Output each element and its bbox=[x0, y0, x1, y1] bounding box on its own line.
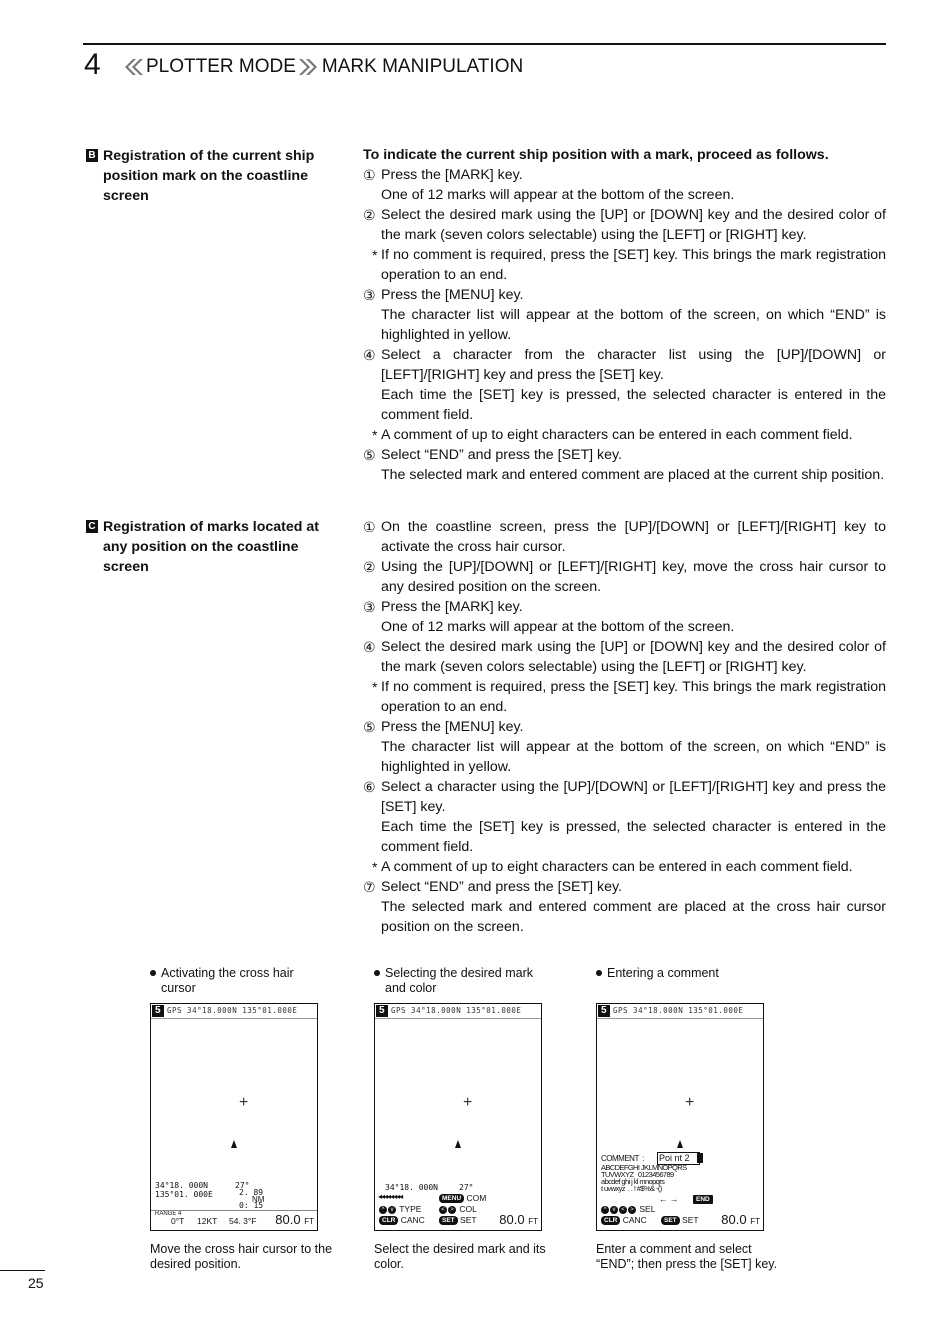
step-text: The character list will appear at the bottom of the screen, on which “END” is highlighted in yellow. bbox=[381, 307, 886, 343]
plotter-screen bbox=[150, 1003, 318, 1231]
section-c-badge: C bbox=[86, 520, 98, 533]
panel-select-mark bbox=[374, 966, 554, 1271]
color-key-row: < > COL bbox=[439, 1204, 477, 1214]
up-arrow-icon: ^ bbox=[601, 1206, 609, 1214]
cursor-arrows[interactable]: ← → bbox=[659, 1194, 679, 1204]
menu-key[interactable]: MENU bbox=[439, 1194, 464, 1203]
cursor-bearing: 27° bbox=[235, 1181, 250, 1190]
panel-note: Select the desired mark and its color. bbox=[374, 1242, 546, 1271]
cursor-distance: 2. 89 bbox=[239, 1188, 264, 1197]
step-text: Select “END” and press the [SET] key. bbox=[381, 447, 623, 463]
step-text: The character list will appear at the bottom of the screen, on which “END” is highlighted in yellow. bbox=[381, 739, 886, 775]
charset-row-2[interactable]: TUVWXYZ 0123456789 bbox=[601, 1170, 674, 1179]
step-text: If no comment is required, press the [SET] key. This brings the mark registration operation to an end. bbox=[381, 247, 886, 283]
charset-row-4[interactable]: t uvwxyz . . ! #$%& -() bbox=[601, 1184, 662, 1193]
section-b-heading bbox=[86, 146, 331, 206]
step-number: ⑦ bbox=[363, 879, 376, 895]
section-b-step-line bbox=[363, 465, 886, 485]
depth-readout: 80.0 FT bbox=[275, 1212, 314, 1227]
step-text: Using the [UP]/[DOWN] or [LEFT]/[RIGHT] key, move the cross hair cursor to any desired position on the screen. bbox=[381, 559, 886, 595]
screen-tag: 5 bbox=[376, 1005, 388, 1017]
section-c-step-line bbox=[363, 857, 886, 877]
step-number: ④ bbox=[363, 639, 376, 655]
step-number: ④ bbox=[363, 347, 376, 363]
range-label: RANGE 4 bbox=[155, 1211, 182, 1217]
gps-header: 5 GPS 34°18.000N 135°01.000E bbox=[375, 1004, 541, 1019]
end-key-row bbox=[693, 1194, 713, 1204]
set-key-row: SET SET bbox=[661, 1215, 699, 1225]
ship-icon bbox=[677, 1140, 683, 1148]
step-text: Each time the [SET] key is pressed, the selected character is entered in the comment field. bbox=[381, 819, 886, 855]
charset-row-3[interactable]: abcdef ghi j kl mnopqrs bbox=[601, 1177, 665, 1186]
temperature-readout: 54. 3°F bbox=[229, 1216, 257, 1226]
section-c-step-line bbox=[363, 517, 886, 557]
cross-hair-cursor-icon: + bbox=[685, 1094, 695, 1111]
bullet-icon bbox=[150, 970, 156, 976]
step-text: Press the [MENU] key. bbox=[381, 287, 524, 303]
section-b-step-line bbox=[363, 345, 886, 385]
step-text: If no comment is required, press the [SET] key. This brings the mark registration operation to an end. bbox=[381, 679, 886, 715]
section-c-step-line bbox=[363, 897, 886, 937]
step-number: * bbox=[372, 247, 378, 263]
double-chevron-right-icon bbox=[298, 57, 320, 77]
mode-label: PLOTTER MODE bbox=[146, 56, 296, 77]
step-text: Select the desired mark using the [UP] or [DOWN] key and the desired color of the mark (seven colors selectable) using the [LEFT] or [RIGHT] key. bbox=[381, 207, 886, 243]
distance-unit: NM bbox=[252, 1195, 265, 1204]
panel-caption: Entering a comment bbox=[596, 966, 776, 981]
section-b-step-line bbox=[363, 285, 886, 305]
clr-key[interactable]: CLR bbox=[601, 1216, 620, 1225]
step-number: ③ bbox=[363, 599, 376, 615]
cursor-time: 0: 15 bbox=[239, 1201, 264, 1210]
section-b-step-line bbox=[363, 445, 886, 465]
footer-divider bbox=[151, 1210, 317, 1211]
section-c-step-line bbox=[363, 597, 886, 617]
section-b-step-line bbox=[363, 205, 886, 245]
comment-label: COMMENT : bbox=[601, 1154, 644, 1163]
clr-key[interactable]: CLR bbox=[379, 1216, 398, 1225]
double-chevron-left-icon bbox=[122, 57, 144, 77]
set-key-row: SET SET bbox=[439, 1215, 477, 1225]
step-text: The selected mark and entered comment are placed at the current ship position. bbox=[381, 467, 885, 483]
cursor-position: 34°18. 000N bbox=[385, 1183, 438, 1192]
section-c-step-line bbox=[363, 617, 886, 637]
step-text: Select the desired mark using the [UP] or [DOWN] key and the desired color of the mark (seven colors selectable) using the [LEFT] or [RIGHT] key. bbox=[381, 639, 886, 675]
left-arrow-icon: < bbox=[439, 1206, 447, 1214]
step-number: ① bbox=[363, 519, 376, 535]
step-text: On the coastline screen, press the [UP]/[DOWN] or [LEFT]/[RIGHT] key to activate the cross hair cursor. bbox=[381, 519, 886, 555]
section-c-step-line bbox=[363, 637, 886, 677]
screen-tag: 5 bbox=[598, 1005, 610, 1017]
step-text: One of 12 marks will appear at the bottom of the screen. bbox=[381, 619, 735, 635]
end-key[interactable]: END bbox=[693, 1195, 713, 1204]
comment-field[interactable]: Poi nt 2 bbox=[657, 1152, 700, 1165]
step-number: * bbox=[372, 427, 378, 443]
step-text: A comment of up to eight characters can be entered in each comment field. bbox=[381, 859, 853, 875]
step-number: ⑥ bbox=[363, 779, 376, 795]
section-c-heading-text: Registration of marks located at any position on the coastline screen bbox=[103, 519, 320, 575]
clear-key-row: CLR CANC bbox=[379, 1215, 425, 1225]
cross-hair-cursor-icon: + bbox=[239, 1094, 249, 1111]
ship-icon bbox=[455, 1140, 461, 1148]
section-b-step-line bbox=[363, 245, 886, 285]
cursor-bearing: 27° bbox=[459, 1183, 474, 1192]
bullet-icon bbox=[374, 970, 380, 976]
text-cursor-icon bbox=[697, 1153, 703, 1163]
section-c-step-line bbox=[363, 717, 886, 737]
panel-enter-comment bbox=[596, 966, 778, 1271]
section-c-step-line bbox=[363, 777, 886, 817]
select-key-row: ^ v < > SEL bbox=[601, 1204, 655, 1214]
type-key-row: ^ v TYPE bbox=[379, 1204, 421, 1214]
plotter-screen bbox=[596, 1003, 764, 1231]
plotter-screen bbox=[374, 1003, 542, 1231]
section-b-badge: B bbox=[86, 149, 98, 162]
gps-header: 5 GPS 34°18.000N 135°01.000E bbox=[151, 1004, 317, 1019]
page-number-rule bbox=[0, 1270, 45, 1271]
section-c-heading bbox=[86, 517, 331, 577]
ship-icon bbox=[231, 1140, 237, 1148]
step-number: * bbox=[372, 859, 378, 875]
section-label: MARK MANIPULATION bbox=[321, 56, 524, 77]
section-b-step-line bbox=[363, 305, 886, 345]
gps-header: 5 GPS 34°18.000N 135°01.000E bbox=[597, 1004, 763, 1019]
step-text: Select a character from the character list using the [UP]/[DOWN] or [LEFT]/[RIGHT] key and press the [SET] key. bbox=[381, 347, 886, 383]
step-text: Select “END” and press the [SET] key. bbox=[381, 879, 623, 895]
section-c-step-line bbox=[363, 557, 886, 597]
section-b-body bbox=[363, 145, 886, 485]
section-c-step-line bbox=[363, 677, 886, 717]
cursor-position: 34°18. 000N 135°01. 000E bbox=[155, 1181, 213, 1199]
panel-cross-hair bbox=[150, 966, 333, 1271]
down-arrow-icon: v bbox=[388, 1206, 396, 1214]
section-b-step-line bbox=[363, 185, 886, 205]
step-text: One of 12 marks will appear at the bottom of the screen. bbox=[381, 187, 735, 203]
set-key[interactable]: SET bbox=[439, 1216, 458, 1225]
speed-readout: 12KT bbox=[197, 1216, 218, 1226]
chapter-number: 4 bbox=[84, 48, 101, 81]
step-text: Press the [MARK] key. bbox=[381, 599, 523, 615]
section-b-heading-text: Registration of the current ship position mark on the coastline screen bbox=[103, 148, 315, 204]
step-number: ③ bbox=[363, 287, 376, 303]
depth-readout: 80.0 FT bbox=[499, 1212, 538, 1227]
cross-hair-cursor-icon: + bbox=[463, 1094, 473, 1111]
clear-key-row: CLR CANC bbox=[601, 1215, 647, 1225]
panel-caption: Activating the cross hair cursor bbox=[150, 966, 330, 996]
panel-caption: Selecting the desired mark and color bbox=[374, 966, 554, 996]
page-number: 25 bbox=[28, 1275, 44, 1291]
section-c-step-line bbox=[363, 877, 886, 897]
set-key[interactable]: SET bbox=[661, 1216, 680, 1225]
right-arrow-icon: > bbox=[448, 1206, 456, 1214]
step-number: ② bbox=[363, 207, 376, 223]
step-text: The selected mark and entered comment are placed at the cross hair cursor position on the screen. bbox=[381, 899, 886, 935]
step-text: A comment of up to eight characters can be entered in each comment field. bbox=[381, 427, 853, 443]
charset-row-1[interactable]: ABCDEFGHI JKLMNOPQRS bbox=[601, 1163, 687, 1172]
section-b-step-line bbox=[363, 385, 886, 425]
step-number: ⑤ bbox=[363, 447, 376, 463]
section-c-step-line bbox=[363, 817, 886, 857]
step-number: ② bbox=[363, 559, 376, 575]
step-text: Each time the [SET] key is pressed, the selected character is entered in the comment field. bbox=[381, 387, 886, 423]
step-number: * bbox=[372, 679, 378, 695]
mark-list[interactable]: ◂◂◂◂◂◂◂◂ bbox=[378, 1192, 403, 1201]
step-text: Press the [MENU] key. bbox=[381, 719, 524, 735]
header-rule bbox=[83, 43, 886, 45]
section-b-step-line bbox=[363, 425, 886, 445]
section-b-step-line bbox=[363, 165, 886, 185]
section-c-body bbox=[363, 517, 886, 937]
down-arrow-icon: v bbox=[610, 1206, 618, 1214]
heading-readout: 0°T bbox=[171, 1216, 185, 1226]
screen-tag: 5 bbox=[152, 1005, 164, 1017]
panel-note: Enter a comment and select “END”; then press the [SET] key. bbox=[596, 1242, 778, 1271]
left-arrow-icon: < bbox=[619, 1206, 627, 1214]
up-arrow-icon: ^ bbox=[379, 1206, 387, 1214]
bullet-icon bbox=[596, 970, 602, 976]
chapter-title bbox=[122, 56, 525, 78]
menu-key-row: MENU COM bbox=[439, 1193, 486, 1203]
step-text: Select a character using the [UP]/[DOWN] or [LEFT]/[RIGHT] key and press the [SET] key. bbox=[381, 779, 886, 815]
section-c-step-line bbox=[363, 737, 886, 777]
depth-readout: 80.0 FT bbox=[721, 1212, 760, 1227]
right-arrow-icon: > bbox=[628, 1206, 636, 1214]
step-number: ① bbox=[363, 167, 376, 183]
step-number: ⑤ bbox=[363, 719, 376, 735]
step-text: Press the [MARK] key. bbox=[381, 167, 523, 183]
panel-note: Move the cross hair cursor to the desired position. bbox=[150, 1242, 333, 1271]
section-b-intro: To indicate the current ship position with a mark, proceed as follows. bbox=[363, 147, 829, 163]
